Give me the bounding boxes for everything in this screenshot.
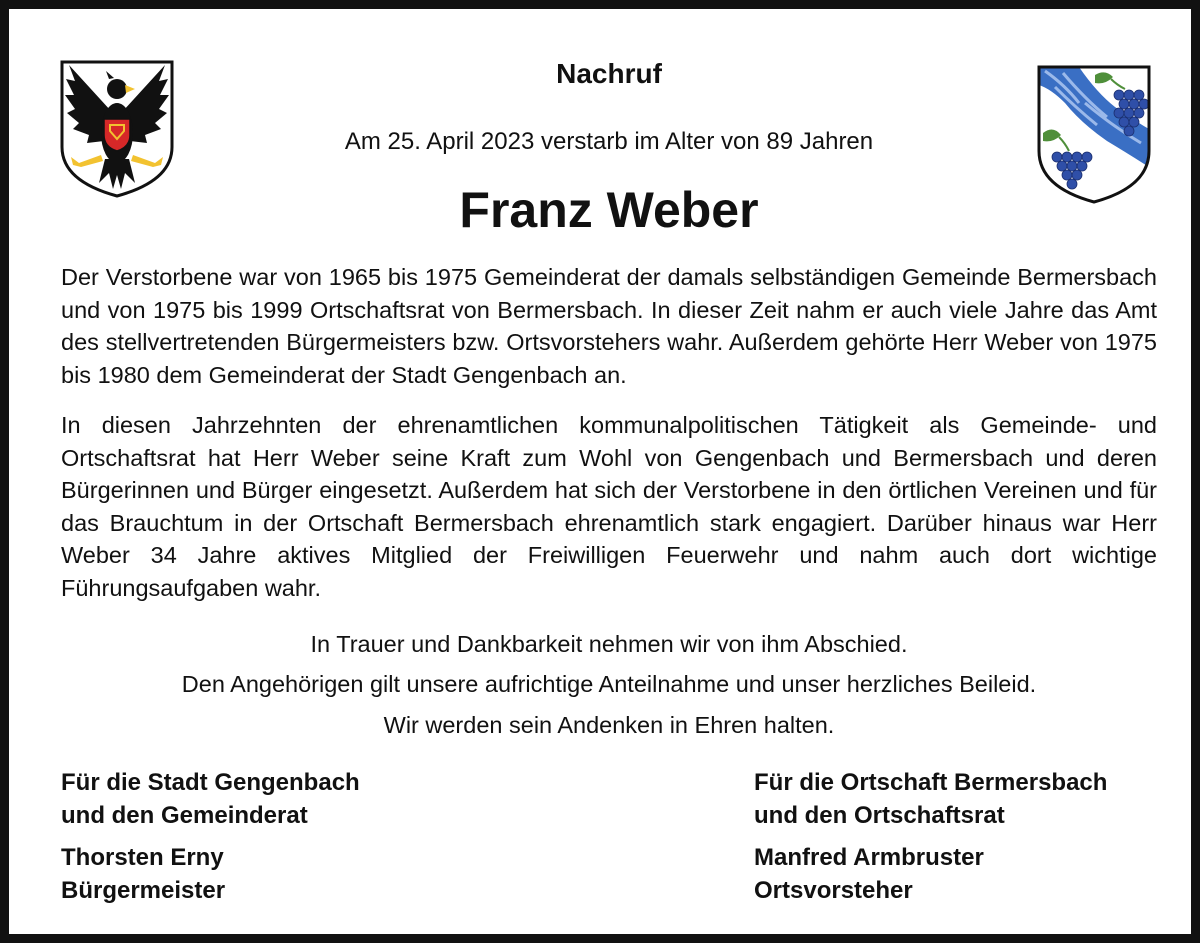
- signature-right-person: [754, 841, 984, 907]
- signature-right-name: Manfred Armbruster: [754, 844, 984, 871]
- signature-right-org-line2: und den Ortschaftsrat: [754, 802, 1005, 829]
- signature-left-role: Bürgermeister: [61, 877, 226, 904]
- death-date-line: Am 25. April 2023 verstarb im Alter von 89 Jahren: [344, 128, 874, 155]
- paragraph-service: In diesen Jahrzehnten der ehrenamtlichen kommunalpolitischen Tätigkeit als Gemeinde- und Ortschaftsrat hat Herr Weber seine Kraft zum Wohl von Gengenbach und Bermersbach und deren Bürgerinnen und Bürger eingesetzt. Außerdem hat sich der Verstorbene in den örtlichen Vereinen und für das Brauchtum in der Ortschaft Bermersbach ehrenamtlich stark engagiert. Darüber hinaus war Herr Weber 34 Jahre aktives Mitglied der Freiwilligen Feuerwehr und nahm auch dort wichtige Führungsaufgaben wahr.: [61, 412, 1157, 601]
- closing-line-remembrance: Wir werden sein Andenken in Ehren halten.: [383, 712, 835, 738]
- closing-line-farewell: In Trauer und Dankbarkeit nehmen wir von ihm Abschied.: [310, 631, 908, 657]
- signature-left-organization: [61, 766, 360, 832]
- signature-right-role: Ortsvorsteher: [754, 877, 913, 904]
- signature-right-organization: [754, 766, 1107, 832]
- notice-heading: Nachruf: [556, 58, 662, 89]
- deceased-name: Franz Weber: [459, 182, 759, 238]
- signature-left-name: Thorsten Erny: [61, 844, 224, 871]
- signature-left-org-line2: und den Gemeinderat: [61, 802, 308, 829]
- signature-left-person: [61, 841, 225, 907]
- closing-line-condolences: Den Angehörigen gilt unsere aufrichtige Anteilnahme und unser herzliches Beileid.: [181, 671, 1037, 697]
- signature-right-org-line1: Für die Ortschaft Bermersbach: [754, 769, 1108, 796]
- paragraph-career: Der Verstorbene war von 1965 bis 1975 Gemeinderat der damals selbständigen Gemeinde Bermersbach und von 1975 bis 1999 Ortschaftsrat von Bermersbach. In dieser Zeit nahm er auch viele Jahre das Amt des stellvertretenden Bürgermeisters bzw. Ortsvorstehers wahr. Außerdem gehörte Herr Weber von 1975 bis 1980 dem Gemeinderat der Stadt Gengenbach an.: [61, 264, 1157, 388]
- signature-left-org-line1: Für die Stadt Gengenbach: [61, 769, 360, 796]
